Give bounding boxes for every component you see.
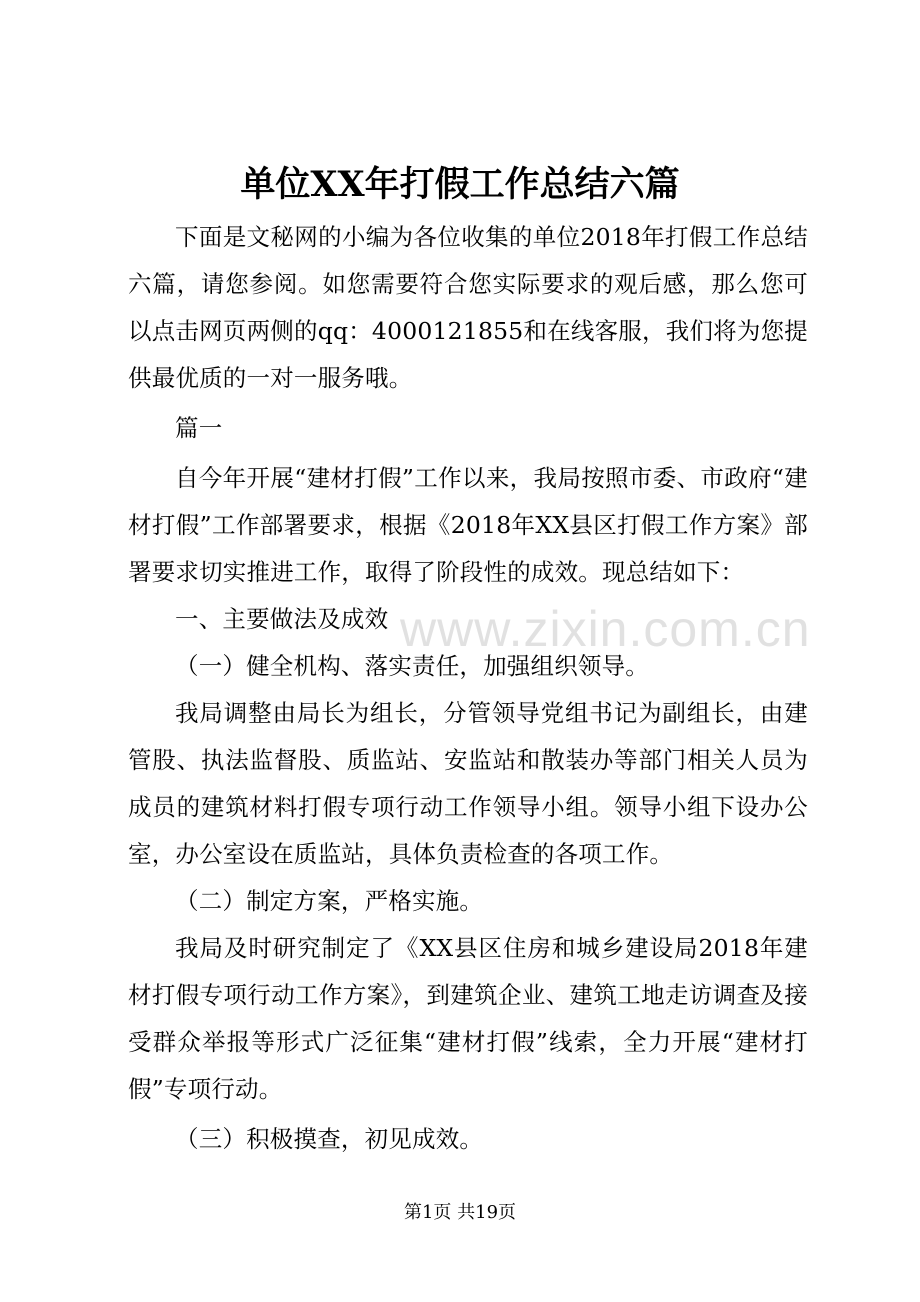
watermark: www.zixin.com.cn <box>400 601 811 657</box>
plan-paragraph: 我局及时研究制定了《XX县区住房和城乡建设局2018年建材打假专项行动工作方案》，到建筑企业、建筑工地走访调查及接受群众举报等形式广泛征集“建材打假”线索，全力开展“建材打假”专项行动。 <box>128 934 808 1103</box>
document-body <box>128 214 808 1163</box>
section-heading-part-one: 篇一 <box>175 414 223 442</box>
organization-paragraph: 我局调整由局长为组长，分管领导党组书记为副组长，由建管股、执法监督股、质监站、安监站和散装办等部门相关人员为成员的建筑材料打假专项行动工作领导小组。领导小组下设办公室，办公室设在质监站，具体负责检查的各项工作。 <box>128 699 808 868</box>
subheading-two: （二）制定方案，严格实施。 <box>175 887 484 915</box>
intro-paragraph: 下面是文秘网的小编为各位收集的单位2018年打假工作总结六篇，请您参阅。如您需要符合您实际要求的观后感，那么您可以点击网页两侧的qq：4000121855和在线客服，我们将为您提供最优质的一对一服务哦。 <box>128 223 808 392</box>
subheading-three: （三）积极摸查，初见成效。 <box>175 1125 484 1153</box>
subheading-one: （一）健全机构、落实责任，加强组织领导。 <box>175 652 649 680</box>
overview-paragraph: 自今年开展“建材打假”工作以来，我局按照市委、市政府“建材打假”工作部署要求，根据《2018年XX县区打假工作方案》部署要求切实推进工作，取得了阶段性的成效。现总结如下： <box>128 464 808 586</box>
heading-main-practices: 一、主要做法及成效 <box>175 605 389 633</box>
document-title: 单位XX年打假工作总结六篇 <box>240 164 680 205</box>
page-footer: 第1页 共19页 <box>403 1202 517 1223</box>
